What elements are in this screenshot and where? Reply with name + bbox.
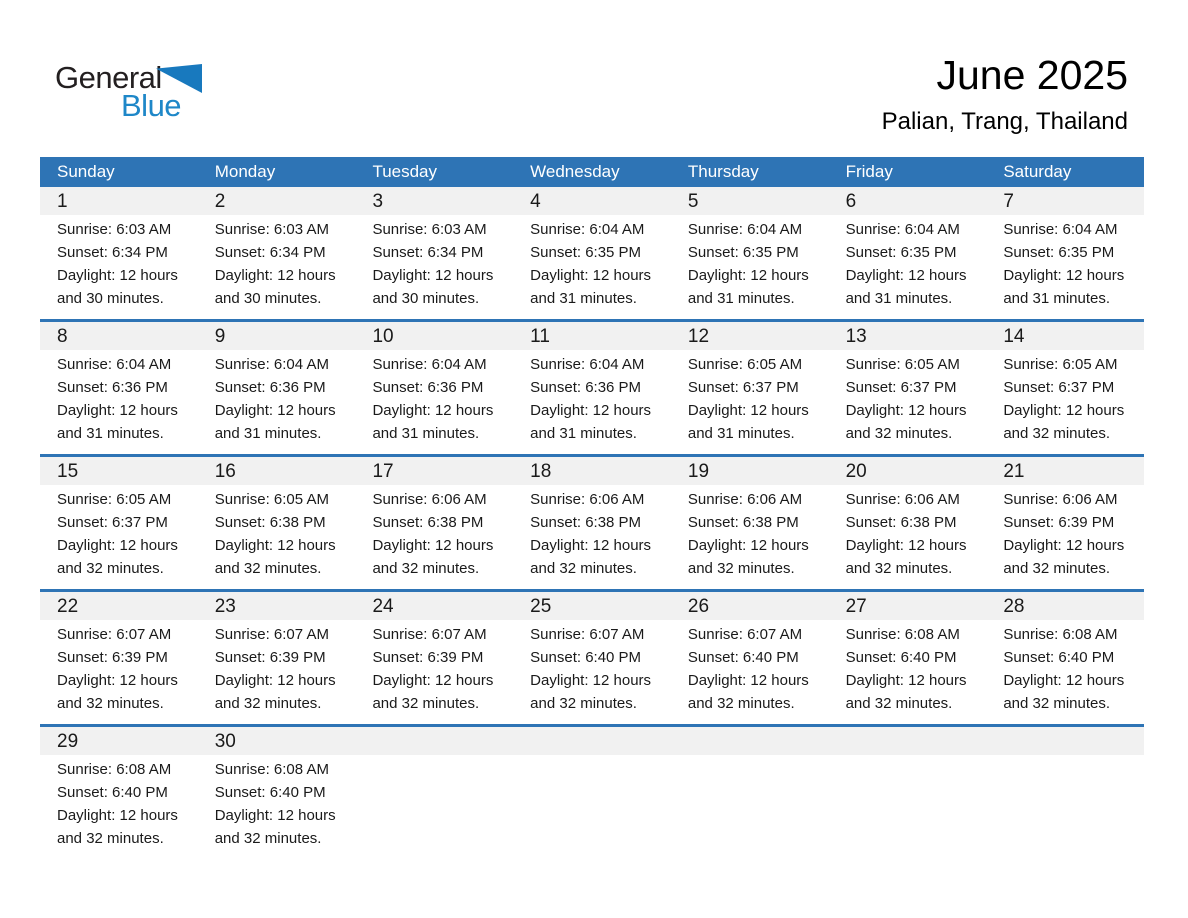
- weekday-label: Saturday: [1003, 162, 1072, 181]
- daylight-text: Daylight: 12 hours and 31 minutes.: [1003, 267, 1125, 307]
- sunset-text: Sunset: 6:37 PM: [845, 379, 957, 396]
- daylight-text: Daylight: 12 hours and 32 minutes.: [687, 672, 809, 712]
- sunrise-text: Sunrise: 6:06 AM: [687, 491, 803, 508]
- sunrise-text: Sunrise: 6:08 AM: [845, 626, 960, 643]
- sunrise-text: Sunrise: 6:04 AM: [57, 356, 172, 373]
- day-cell: [513, 215, 671, 319]
- day-number: 6: [845, 191, 857, 212]
- title-block: [544, 52, 1144, 136]
- sunrise-text: Sunrise: 6:04 AM: [372, 356, 487, 373]
- sunrise-text: Sunrise: 6:08 AM: [1003, 626, 1118, 643]
- daylight-text: Daylight: 12 hours and 32 minutes.: [845, 402, 967, 442]
- day-number: 18: [530, 461, 552, 482]
- sunrise-text: Sunrise: 6:07 AM: [372, 626, 487, 643]
- daylight-text: Daylight: 12 hours and 32 minutes.: [372, 537, 494, 577]
- day-cell: [829, 755, 987, 859]
- logo-word-blue: Blue: [121, 88, 182, 123]
- general-blue-logo: [55, 60, 275, 130]
- sunrise-text: Sunrise: 6:05 AM: [845, 356, 960, 373]
- sunset-text: Sunset: 6:35 PM: [845, 244, 957, 261]
- day-number: 1: [57, 191, 68, 212]
- daylight-text: Daylight: 12 hours and 30 minutes.: [372, 267, 494, 307]
- weekday-label: Thursday: [687, 162, 759, 181]
- sunrise-text: Sunrise: 6:04 AM: [845, 221, 960, 238]
- daylight-text: Daylight: 12 hours and 32 minutes.: [214, 807, 336, 847]
- sunset-text: Sunset: 6:40 PM: [845, 649, 957, 666]
- day-cell: [198, 485, 356, 589]
- sunset-text: Sunset: 6:40 PM: [1003, 649, 1115, 666]
- day-cell: [513, 755, 671, 859]
- sunset-text: Sunset: 6:36 PM: [372, 379, 484, 396]
- sunset-text: Sunset: 6:34 PM: [214, 244, 326, 261]
- day-number-strip: [40, 187, 1144, 215]
- sunrise-text: Sunrise: 6:07 AM: [687, 626, 803, 643]
- sunrise-text: Sunrise: 6:04 AM: [1003, 221, 1118, 238]
- sunset-text: Sunset: 6:37 PM: [687, 379, 799, 396]
- week-row: [40, 319, 1144, 454]
- weekday-header-row: [40, 157, 1144, 187]
- daylight-text: Daylight: 12 hours and 32 minutes.: [1003, 537, 1125, 577]
- day-number: [986, 727, 1144, 755]
- day-cell: [198, 215, 356, 319]
- daylight-text: Daylight: 12 hours and 32 minutes.: [530, 672, 652, 712]
- day-cell: [986, 350, 1144, 454]
- day-cell: [513, 350, 671, 454]
- day-number: 8: [57, 326, 68, 347]
- month-title: June 2025: [936, 52, 1128, 98]
- sunrise-text: Sunrise: 6:06 AM: [530, 491, 645, 508]
- day-number: [513, 727, 671, 755]
- day-number: 20: [845, 461, 867, 482]
- day-details-strip: [40, 350, 1144, 454]
- sunrise-text: Sunrise: 6:07 AM: [214, 626, 329, 643]
- sunset-text: Sunset: 6:35 PM: [530, 244, 642, 261]
- sunrise-text: Sunrise: 6:06 AM: [1003, 491, 1118, 508]
- weekday-label: Friday: [845, 162, 893, 181]
- calendar-table: [40, 157, 1144, 859]
- sunset-text: Sunset: 6:38 PM: [845, 514, 957, 531]
- week-row: [40, 724, 1144, 859]
- day-number: 22: [57, 596, 79, 617]
- sunset-text: Sunset: 6:35 PM: [1003, 244, 1115, 261]
- daylight-text: Daylight: 12 hours and 31 minutes.: [530, 267, 652, 307]
- sunset-text: Sunset: 6:39 PM: [57, 649, 168, 666]
- week-row: [40, 187, 1144, 319]
- sunset-text: Sunset: 6:38 PM: [372, 514, 484, 531]
- weeks-container: [40, 187, 1144, 859]
- daylight-text: Daylight: 12 hours and 31 minutes.: [530, 402, 652, 442]
- day-number: 21: [1003, 461, 1025, 482]
- sunset-text: Sunset: 6:38 PM: [214, 514, 326, 531]
- daylight-text: Daylight: 12 hours and 31 minutes.: [687, 267, 809, 307]
- day-cell: [198, 755, 356, 859]
- sunrise-text: Sunrise: 6:06 AM: [845, 491, 960, 508]
- day-details-strip: [40, 755, 1144, 859]
- week-row: [40, 454, 1144, 589]
- daylight-text: Daylight: 12 hours and 31 minutes.: [214, 402, 336, 442]
- day-number: 4: [530, 191, 541, 212]
- day-number: 28: [1003, 596, 1025, 617]
- day-number: 9: [214, 326, 226, 347]
- day-cell: [40, 485, 198, 589]
- daylight-text: Daylight: 12 hours and 30 minutes.: [214, 267, 336, 307]
- sunset-text: Sunset: 6:38 PM: [530, 514, 642, 531]
- day-number: 25: [530, 596, 552, 617]
- daylight-text: Daylight: 12 hours and 30 minutes.: [57, 267, 178, 307]
- daylight-text: Daylight: 12 hours and 32 minutes.: [845, 672, 967, 712]
- sunrise-text: Sunrise: 6:05 AM: [1003, 356, 1118, 373]
- sunset-text: Sunset: 6:35 PM: [687, 244, 799, 261]
- day-number-strip: [40, 322, 1144, 350]
- day-number: 13: [845, 326, 867, 347]
- sunset-text: Sunset: 6:38 PM: [687, 514, 799, 531]
- daylight-text: Daylight: 12 hours and 32 minutes.: [57, 537, 178, 577]
- day-number: 27: [845, 596, 867, 617]
- day-number-strip: [40, 727, 1144, 755]
- sunset-text: Sunset: 6:36 PM: [214, 379, 326, 396]
- day-number: 12: [687, 326, 710, 347]
- day-details-strip: [40, 215, 1144, 319]
- day-number: 16: [214, 461, 236, 482]
- day-number-strip: [40, 592, 1144, 620]
- day-cell: [40, 350, 198, 454]
- daylight-text: Daylight: 12 hours and 31 minutes.: [57, 402, 178, 442]
- daylight-text: Daylight: 12 hours and 32 minutes.: [214, 672, 336, 712]
- day-cell: [829, 485, 987, 589]
- sunset-text: Sunset: 6:34 PM: [57, 244, 168, 261]
- sunrise-text: Sunrise: 6:05 AM: [57, 491, 172, 508]
- day-cell: [355, 215, 513, 319]
- day-cell: [671, 485, 829, 589]
- sunset-text: Sunset: 6:37 PM: [1003, 379, 1115, 396]
- logo-word-general: General: [55, 60, 162, 95]
- location-subtitle: Palian, Trang, Thailand: [881, 108, 1128, 136]
- day-details-strip: [40, 620, 1144, 724]
- sunrise-text: Sunrise: 6:03 AM: [214, 221, 329, 238]
- sunrise-text: Sunrise: 6:07 AM: [530, 626, 645, 643]
- day-number: 5: [687, 191, 699, 212]
- sunrise-text: Sunrise: 6:05 AM: [214, 491, 329, 508]
- weekday-label: Monday: [214, 162, 276, 181]
- sunset-text: Sunset: 6:40 PM: [530, 649, 642, 666]
- weekday-label: Sunday: [57, 162, 115, 181]
- day-number: 24: [372, 596, 394, 617]
- day-cell: [513, 485, 671, 589]
- sunrise-text: Sunrise: 6:03 AM: [57, 221, 172, 238]
- day-cell: [355, 485, 513, 589]
- daylight-text: Daylight: 12 hours and 31 minutes.: [372, 402, 494, 442]
- day-number: 19: [687, 461, 710, 482]
- sunrise-text: Sunrise: 6:03 AM: [372, 221, 487, 238]
- day-number: 29: [57, 731, 79, 752]
- sunset-text: Sunset: 6:39 PM: [1003, 514, 1115, 531]
- day-number: [671, 727, 829, 755]
- day-cell: [355, 350, 513, 454]
- day-number: 15: [57, 461, 79, 482]
- sunset-text: Sunset: 6:39 PM: [214, 649, 326, 666]
- day-cell: [829, 215, 987, 319]
- day-cell: [986, 620, 1144, 724]
- sunrise-text: Sunrise: 6:08 AM: [214, 761, 329, 778]
- daylight-text: Daylight: 12 hours and 32 minutes.: [1003, 402, 1125, 442]
- sunrise-text: Sunrise: 6:08 AM: [57, 761, 172, 778]
- day-cell: [355, 620, 513, 724]
- sunset-text: Sunset: 6:39 PM: [372, 649, 484, 666]
- sunset-text: Sunset: 6:34 PM: [372, 244, 484, 261]
- sunset-text: Sunset: 6:36 PM: [57, 379, 168, 396]
- day-number: [829, 727, 987, 755]
- day-cell: [671, 350, 829, 454]
- day-cell: [986, 485, 1144, 589]
- day-cell: [355, 755, 513, 859]
- day-number-strip: [40, 457, 1144, 485]
- sunset-text: Sunset: 6:36 PM: [530, 379, 642, 396]
- daylight-text: Daylight: 12 hours and 32 minutes.: [214, 537, 336, 577]
- daylight-text: Daylight: 12 hours and 32 minutes.: [1003, 672, 1125, 712]
- daylight-text: Daylight: 12 hours and 32 minutes.: [57, 672, 178, 712]
- sunrise-text: Sunrise: 6:04 AM: [214, 356, 329, 373]
- daylight-text: Daylight: 12 hours and 32 minutes.: [845, 537, 967, 577]
- day-number: 30: [214, 731, 236, 752]
- day-cell: [198, 350, 356, 454]
- day-cell: [986, 215, 1144, 319]
- daylight-text: Daylight: 12 hours and 32 minutes.: [57, 807, 178, 847]
- sunrise-text: Sunrise: 6:06 AM: [372, 491, 487, 508]
- week-row: [40, 589, 1144, 724]
- day-number: 26: [687, 596, 710, 617]
- day-cell: [829, 350, 987, 454]
- day-number: 10: [372, 326, 394, 347]
- daylight-text: Daylight: 12 hours and 31 minutes.: [687, 402, 809, 442]
- day-cell: [829, 620, 987, 724]
- daylight-text: Daylight: 12 hours and 32 minutes.: [530, 537, 652, 577]
- day-cell: [513, 620, 671, 724]
- day-cell: [198, 620, 356, 724]
- sunset-text: Sunset: 6:40 PM: [214, 784, 326, 801]
- day-details-strip: [40, 485, 1144, 589]
- day-number: 23: [214, 596, 236, 617]
- sunrise-text: Sunrise: 6:07 AM: [57, 626, 172, 643]
- day-number: 17: [372, 461, 394, 482]
- day-number: 14: [1003, 326, 1025, 347]
- day-cell: [671, 755, 829, 859]
- sunset-text: Sunset: 6:40 PM: [687, 649, 799, 666]
- day-cell: [40, 755, 198, 859]
- day-number: 2: [214, 191, 226, 212]
- daylight-text: Daylight: 12 hours and 31 minutes.: [845, 267, 967, 307]
- sunrise-text: Sunrise: 6:04 AM: [687, 221, 803, 238]
- day-number: 11: [530, 326, 550, 347]
- sunset-text: Sunset: 6:40 PM: [57, 784, 168, 801]
- daylight-text: Daylight: 12 hours and 32 minutes.: [372, 672, 494, 712]
- day-number: 3: [372, 191, 384, 212]
- day-cell: [671, 215, 829, 319]
- sunrise-text: Sunrise: 6:04 AM: [530, 356, 645, 373]
- sunset-text: Sunset: 6:37 PM: [57, 514, 168, 531]
- daylight-text: Daylight: 12 hours and 32 minutes.: [687, 537, 809, 577]
- day-number: 7: [1003, 191, 1014, 212]
- day-cell: [40, 215, 198, 319]
- day-cell: [986, 755, 1144, 859]
- weekday-label: Tuesday: [372, 162, 438, 181]
- sunrise-text: Sunrise: 6:05 AM: [687, 356, 803, 373]
- weekday-label: Wednesday: [530, 162, 620, 181]
- sunrise-text: Sunrise: 6:04 AM: [530, 221, 645, 238]
- day-cell: [671, 620, 829, 724]
- day-number: [355, 727, 513, 755]
- day-cell: [40, 620, 198, 724]
